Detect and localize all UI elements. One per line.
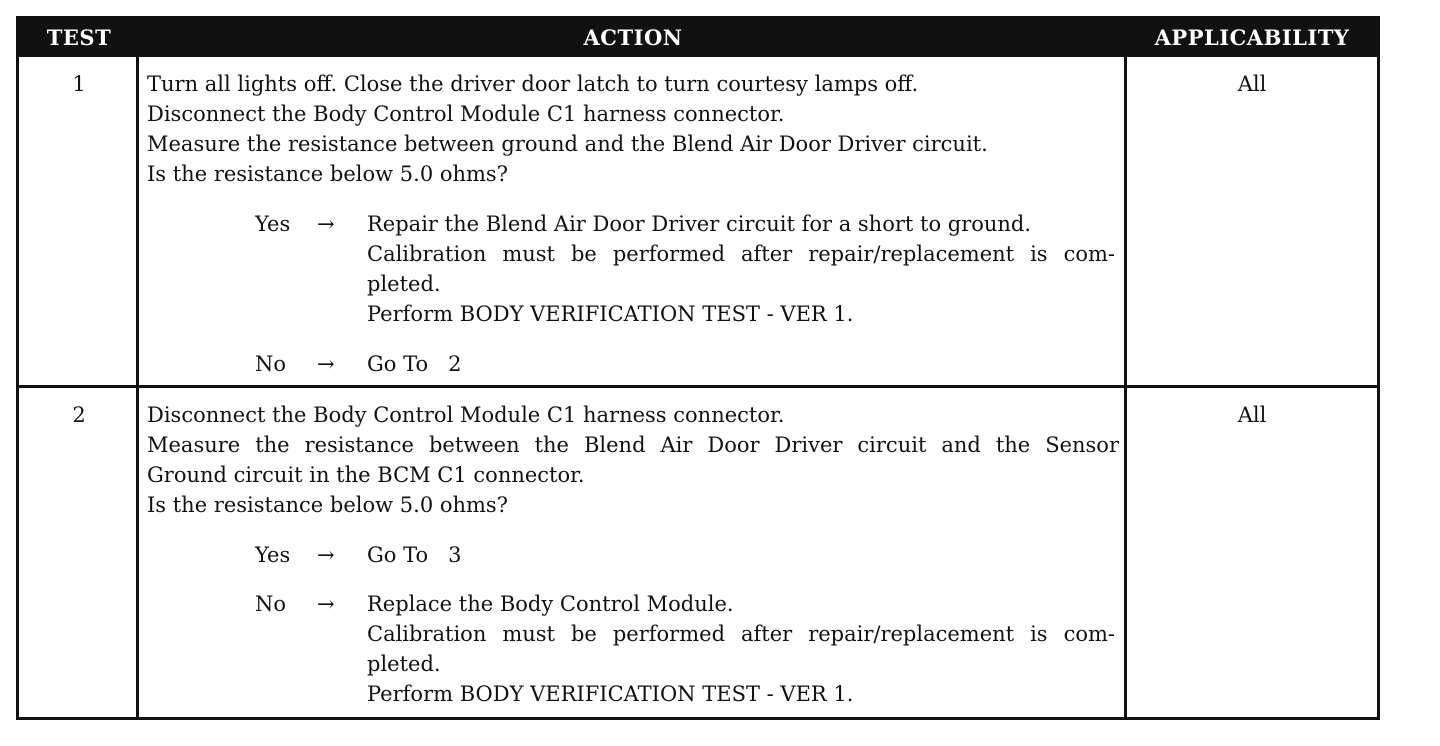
yes-label: Yes: [255, 543, 291, 567]
no-label: No: [255, 352, 287, 376]
test-number-1: 1: [72, 72, 86, 96]
action-line: Ground circuit in the BCM C1 connector.: [147, 463, 585, 487]
action-instructions-2: [147, 400, 1119, 520]
result-line: Go To 2: [367, 352, 462, 376]
no-result: [367, 589, 1115, 709]
arrow-icon: →: [317, 592, 335, 616]
yes-result: [367, 540, 1115, 570]
arrow-icon: →: [317, 543, 335, 567]
result-line: Repair the Blend Air Door Driver circuit for a short to ground.: [367, 212, 1032, 236]
result-line: pleted.: [367, 652, 441, 676]
yes-label: Yes: [255, 212, 291, 236]
header-test: TEST: [46, 25, 112, 50]
result-line: Calibration must be performed after repair/replacement is com-: [367, 622, 1115, 646]
diagnostic-test-table: [16, 16, 1380, 720]
result-line: Replace the Body Control Module.: [367, 592, 734, 616]
result-line: pleted.: [367, 272, 441, 296]
row-divider: [19, 385, 1377, 388]
no-branch-1: [255, 349, 1115, 379]
result-line: Go To 3: [367, 543, 462, 567]
action-line: Measure the resistance between the Blend Air Door Driver circuit and the Sensor: [147, 433, 1119, 457]
table-header: [19, 19, 1377, 57]
header-applicability: APPLICABILITY: [1154, 25, 1350, 50]
yes-result: [367, 209, 1115, 329]
applicability-2: All: [1237, 403, 1267, 427]
result-line: Perform BODY VERIFICATION TEST - VER 1.: [367, 682, 854, 706]
action-line: Disconnect the Body Control Module C1 harness connector.: [147, 102, 785, 126]
action-line: Is the resistance below 5.0 ohms?: [147, 162, 508, 186]
test-number-2: 2: [72, 403, 86, 427]
result-line: Calibration must be performed after repair/replacement is com-: [367, 242, 1115, 266]
action-line: Turn all lights off. Close the driver door latch to turn courtesy lamps off.: [147, 72, 919, 96]
action-line: Measure the resistance between ground and the Blend Air Door Driver circuit.: [147, 132, 988, 156]
action-line: Is the resistance below 5.0 ohms?: [147, 493, 508, 517]
arrow-icon: →: [317, 352, 335, 376]
action-line: Disconnect the Body Control Module C1 harness connector.: [147, 403, 785, 427]
applicability-1: All: [1237, 72, 1267, 96]
no-result: [367, 349, 1115, 379]
yes-branch-2: [255, 540, 1115, 570]
header-action: ACTION: [583, 25, 683, 50]
yes-branch-1: [255, 209, 1115, 329]
arrow-icon: →: [317, 212, 335, 236]
result-line: Perform BODY VERIFICATION TEST - VER 1.: [367, 302, 854, 326]
no-branch-2: [255, 589, 1115, 709]
no-label: No: [255, 592, 287, 616]
action-instructions-1: [147, 69, 1119, 189]
